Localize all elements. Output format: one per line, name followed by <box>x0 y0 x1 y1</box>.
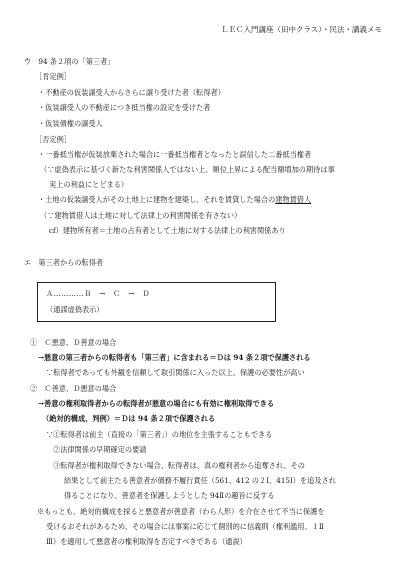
underlined-term: 建物賃借人 <box>275 195 312 204</box>
remark: 受けるおそれがあるため、その場合には事案に応じて個別的に信義則（権利濫用、１Ⅱ <box>46 522 324 531</box>
transfer-note: （通謀虚偽表示） <box>46 305 104 314</box>
case-2-reason: 得ることになり、善意者を保護しようとした 94Ⅱの趣旨に反する <box>64 491 275 500</box>
negative-item <box>38 195 311 204</box>
negative-item-text: ・土地の仮装譲受人がその土地上に建物を建築し、それを賃貸した場合の <box>38 195 276 204</box>
case-2-reason: 結果として前主たる善意者が債務不履行責任（561、412 の２Ⅰ、415Ⅰ）を追及され <box>64 476 336 485</box>
negative-item-note: （∵虚偽表示に基づく新たな利害関係人ではない上、順位上昇による配当額増加の期待は事 <box>40 165 335 174</box>
negative-item-note: （∵建物賃借人は土地に対して法律上の利害関係を有さない） <box>40 211 242 220</box>
negative-item-note: 実上の利益にとどまる） <box>49 180 129 189</box>
case-2-title: ② Ｃ善意、Ｄ悪意の場合 <box>30 384 117 393</box>
affirmative-label: ［肯定例］ <box>35 72 71 81</box>
case-2-reason: ③転得者が権利取得できない場合、転得者は、真の権利者から追奪され、その <box>53 461 305 470</box>
case-1-conclusion: →悪意の第三者からの転得者も「第三者」に含まれる＝Ｄは 94 条２項で保護される <box>38 353 311 362</box>
affirmative-item: ・仮装債権の譲受人 <box>38 119 103 128</box>
header-title: ＬＥＣ入門講座（田中クラス）・民法・講義メモ <box>220 25 382 34</box>
remark: Ⅲ）を適用して悪意者の権利取得を否定すべきである（通説） <box>46 537 247 546</box>
remark: ※もっとも、絶対的構成を採ると悪意者が善意者（わら人形）を介在させて不当に保護を <box>37 507 325 516</box>
negative-label: ［否定例］ <box>35 135 71 144</box>
affirmative-item: ・仮装譲受人の不動産につき抵当権の設定を受けた者 <box>38 103 211 112</box>
transfer-chain: Ａ…………Ｂ → Ｃ → Ｄ <box>46 289 150 298</box>
case-2-conclusion: （絶対的構成、判例）＝Ｄは 94 条２項で保護される <box>42 414 216 423</box>
case-2-reason: ∵①転得者は前主（直接の「第三者」）の地位を主張することもできる <box>46 430 273 439</box>
section-e-heading: エ 第三者からの転得者 <box>24 258 104 267</box>
negative-item-cf: cf）建物所有者＝土地の占有者として土地に対する法律上の利害関係あり <box>49 226 286 235</box>
transfer-diagram-box <box>37 282 276 322</box>
case-2-conclusion: →善意の権利取得者からの転得者が悪意の場合にも有効に権利取得できる <box>38 399 275 408</box>
section-u-heading: ウ 94 条２項の「第三者」 <box>24 57 115 66</box>
negative-item: ・一番抵当権が仮装放棄された場合に一番抵当権者となったと誤信した二番抵当権者 <box>38 150 312 159</box>
affirmative-item: ・不動産の仮装譲受人からさらに譲り受けた者（転得者） <box>38 88 225 97</box>
case-2-reason: ②法律関係の早期確定の要請 <box>53 445 147 454</box>
case-1-reason: ∵転得者であっても外観を信頼して取引関係に入った以上、保護の必要性が高い <box>46 368 305 377</box>
case-1-title: ① Ｃ悪意、Ｄ善意の場合 <box>30 338 117 347</box>
